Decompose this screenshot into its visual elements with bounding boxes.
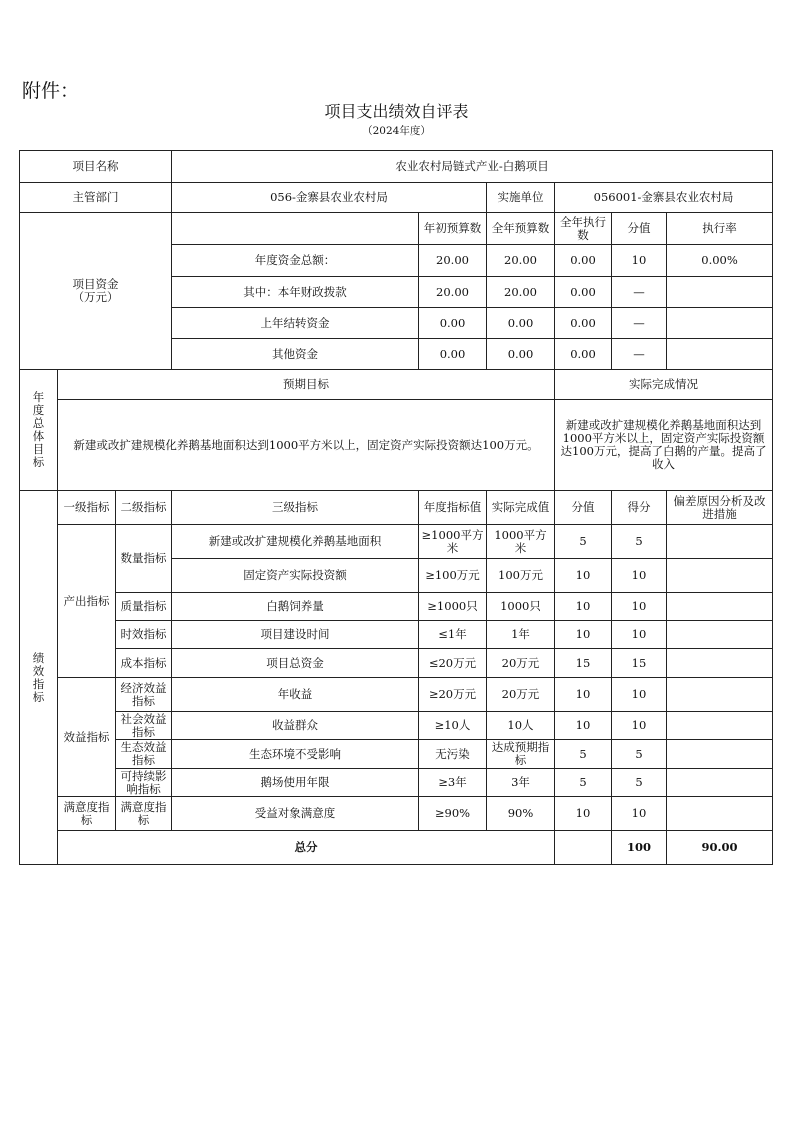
indicator-l2: 满意度指标 — [116, 797, 172, 831]
year-label: （2024年度） — [362, 125, 431, 137]
funds-row-annual: 0.00 — [487, 339, 555, 370]
funds-row-rate: 0.00% — [667, 245, 773, 277]
indicator-target: ≥100万元 — [419, 559, 487, 593]
indicator-actual: 20万元 — [487, 649, 555, 678]
indicator-score: 5 — [612, 525, 667, 559]
indicator-row — [20, 525, 773, 559]
indicator-actual: 10人 — [487, 712, 555, 740]
indicator-l2: 可持续影响指标 — [116, 769, 172, 797]
funds-label-cell — [20, 213, 172, 370]
indicator-row — [20, 769, 773, 797]
header-actual: 实际完成值 — [487, 491, 555, 525]
indicator-value: 15 — [555, 649, 612, 678]
page-title: 项目支出绩效自评表 — [324, 102, 469, 121]
funds-header-executed: 全年执行数 — [555, 213, 612, 245]
indicator-target: ≥10人 — [419, 712, 487, 740]
indicator-target: ≥1000平方米 — [419, 525, 487, 559]
funds-row-value: — — [612, 339, 667, 370]
indicator-row — [20, 593, 773, 621]
indicator-l2: 成本指标 — [116, 649, 172, 678]
indicator-deviation — [667, 559, 773, 593]
indicator-score: 10 — [612, 593, 667, 621]
indicators-label-char: 指 — [32, 676, 45, 691]
indicator-target: ≥90% — [419, 797, 487, 831]
goals-content-row — [20, 400, 773, 491]
funds-row-executed: 0.00 — [555, 339, 612, 370]
actual-completion-text: 新建或改扩建规模化养鹅基地面积达到1000平方米以上，固定资产实际投资额达100万元，提高了白鹅的产量。提高了收入 — [555, 400, 773, 491]
funds-row-rate — [667, 339, 773, 370]
indicators-label-char: 标 — [32, 689, 45, 704]
funds-row-initial: 20.00 — [419, 245, 487, 277]
performance-table — [19, 150, 773, 865]
funds-row-value: — — [612, 277, 667, 308]
funds-row-name: 其中：本年财政拨款 — [172, 277, 419, 308]
impl-value: 056001-金寨县农业农村局 — [555, 183, 773, 213]
indicator-row — [20, 797, 773, 831]
expected-goal-label: 预期目标 — [58, 370, 555, 400]
indicator-target: ≥1000只 — [419, 593, 487, 621]
funds-row-name: 其他资金 — [172, 339, 419, 370]
indicator-l3: 白鹅饲养量 — [172, 593, 419, 621]
indicator-value: 5 — [555, 525, 612, 559]
total-label: 总分 — [58, 831, 555, 865]
funds-row-initial: 0.00 — [419, 339, 487, 370]
goals-label — [20, 370, 58, 491]
indicator-value: 10 — [555, 712, 612, 740]
indicator-value: 10 — [555, 797, 612, 831]
indicator-actual: 1000只 — [487, 593, 555, 621]
indicator-row — [20, 712, 773, 740]
funds-row-rate — [667, 308, 773, 339]
satisfaction-indicator-label: 满意度指标 — [58, 797, 116, 831]
dept-label: 主管部门 — [20, 183, 172, 213]
benefit-indicator-label: 效益指标 — [58, 678, 116, 797]
indicator-score: 5 — [612, 740, 667, 769]
indicator-l2: 经济效益指标 — [116, 678, 172, 712]
funds-row-initial: 0.00 — [419, 308, 487, 339]
funds-row-annual: 20.00 — [487, 245, 555, 277]
indicator-target: ≤20万元 — [419, 649, 487, 678]
indicator-deviation — [667, 649, 773, 678]
indicator-value: 5 — [555, 740, 612, 769]
indicator-l3: 固定资产实际投资额 — [172, 559, 419, 593]
indicator-value: 10 — [555, 621, 612, 649]
funds-row-executed: 0.00 — [555, 245, 612, 277]
funds-header-annual: 全年预算数 — [487, 213, 555, 245]
header-level3: 三级指标 — [172, 491, 419, 525]
funds-header-rate: 执行率 — [667, 213, 773, 245]
funds-header-blank — [172, 213, 419, 245]
goals-label-char: 度 — [32, 403, 45, 417]
indicators-label — [20, 491, 58, 865]
indicator-l2: 生态效益指标 — [116, 740, 172, 769]
funds-row-name: 上年结转资金 — [172, 308, 419, 339]
indicator-l3: 项目建设时间 — [172, 621, 419, 649]
project-name-row — [20, 151, 773, 183]
output-indicator-label: 产出指标 — [58, 525, 116, 678]
funds-row-annual: 0.00 — [487, 308, 555, 339]
indicator-score: 10 — [612, 712, 667, 740]
indicator-deviation — [667, 740, 773, 769]
indicator-l2: 质量指标 — [116, 593, 172, 621]
funds-header-row — [20, 213, 773, 245]
indicator-header-row — [20, 491, 773, 525]
indicator-deviation — [667, 712, 773, 740]
project-name-value: 农业农村局链式产业-白鹅项目 — [172, 151, 773, 183]
indicator-score: 5 — [612, 769, 667, 797]
indicator-value: 10 — [555, 678, 612, 712]
quantity-indicator-label: 数量指标 — [116, 525, 172, 593]
indicators-label-char: 效 — [32, 663, 45, 678]
goals-label-char: 标 — [32, 455, 45, 469]
indicator-score: 10 — [612, 797, 667, 831]
indicator-row — [20, 740, 773, 769]
funds-row-rate — [667, 277, 773, 308]
indicator-l2: 时效指标 — [116, 621, 172, 649]
dept-row — [20, 183, 773, 213]
funds-label: 项目资金 — [72, 277, 119, 291]
goals-header-row — [20, 370, 773, 400]
total-value: 100 — [612, 831, 667, 865]
indicator-actual: 90% — [487, 797, 555, 831]
header-target: 年度指标值 — [419, 491, 487, 525]
indicator-deviation — [667, 797, 773, 831]
indicator-row — [20, 678, 773, 712]
attachment-label: 附件： — [22, 80, 80, 102]
indicator-actual: 3年 — [487, 769, 555, 797]
indicator-l2: 社会效益指标 — [116, 712, 172, 740]
indicator-actual: 20万元 — [487, 678, 555, 712]
total-blank — [555, 831, 612, 865]
indicator-target: ≤1年 — [419, 621, 487, 649]
indicator-row — [20, 649, 773, 678]
header-score: 得分 — [612, 491, 667, 525]
goals-label-char: 总 — [32, 416, 45, 430]
indicator-actual: 达成预期指标 — [487, 740, 555, 769]
indicator-deviation — [667, 621, 773, 649]
indicator-target: 无污染 — [419, 740, 487, 769]
indicator-actual: 1年 — [487, 621, 555, 649]
header-deviation: 偏差原因分析及改进措施 — [667, 491, 773, 525]
indicator-l3: 收益群众 — [172, 712, 419, 740]
indicator-value: 5 — [555, 769, 612, 797]
funds-row-annual: 20.00 — [487, 277, 555, 308]
indicator-l3: 年收益 — [172, 678, 419, 712]
funds-row-initial: 20.00 — [419, 277, 487, 308]
indicator-score: 10 — [612, 559, 667, 593]
indicator-value: 10 — [555, 593, 612, 621]
goals-label-char: 目 — [32, 442, 45, 456]
indicator-l3: 生态环境不受影响 — [172, 740, 419, 769]
indicator-score: 10 — [612, 678, 667, 712]
indicator-target: ≥3年 — [419, 769, 487, 797]
indicator-actual: 100万元 — [487, 559, 555, 593]
dept-value: 056-金寨县农业农村局 — [172, 183, 487, 213]
header-level2: 二级指标 — [116, 491, 172, 525]
indicator-deviation — [667, 593, 773, 621]
funds-row-executed: 0.00 — [555, 277, 612, 308]
indicator-actual: 1000平方米 — [487, 525, 555, 559]
indicator-l3: 受益对象满意度 — [172, 797, 419, 831]
indicator-l3: 新建或改扩建规模化养鹅基地面积 — [172, 525, 419, 559]
indicator-l3: 项目总资金 — [172, 649, 419, 678]
indicator-value: 10 — [555, 559, 612, 593]
actual-completion-label: 实际完成情况 — [555, 370, 773, 400]
total-row — [20, 831, 773, 865]
indicator-l3: 鹅场使用年限 — [172, 769, 419, 797]
indicators-label-char: 绩 — [32, 650, 45, 665]
indicator-score: 10 — [612, 621, 667, 649]
funds-row-executed: 0.00 — [555, 308, 612, 339]
indicator-target: ≥20万元 — [419, 678, 487, 712]
impl-label: 实施单位 — [487, 183, 555, 213]
header-value: 分值 — [555, 491, 612, 525]
funds-row-value: 10 — [612, 245, 667, 277]
goals-label-char: 体 — [32, 429, 45, 443]
project-name-label: 项目名称 — [20, 151, 172, 183]
funds-unit: （万元） — [72, 290, 119, 304]
indicator-row — [20, 621, 773, 649]
header-level1: 一级指标 — [58, 491, 116, 525]
goals-label-char: 年 — [32, 390, 45, 404]
indicator-deviation — [667, 769, 773, 797]
indicator-deviation — [667, 678, 773, 712]
funds-header-initial: 年初预算数 — [419, 213, 487, 245]
funds-header-value: 分值 — [612, 213, 667, 245]
expected-goal-text: 新建或改扩建规模化养鹅基地面积达到1000平方米以上，固定资产实际投资额达100万元。 — [58, 400, 555, 491]
funds-row-name: 年度资金总额： — [172, 245, 419, 277]
indicator-score: 15 — [612, 649, 667, 678]
total-score: 90.00 — [667, 831, 773, 865]
indicator-deviation — [667, 525, 773, 559]
funds-row-value: — — [612, 308, 667, 339]
